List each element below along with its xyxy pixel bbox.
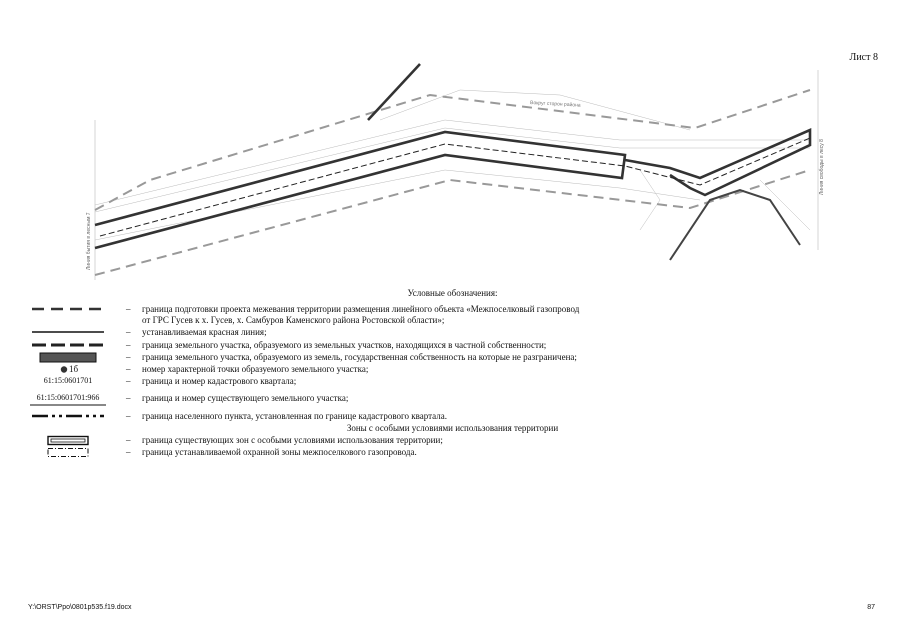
legend-text: граница устанавливаемой охранной зоны межпоселкового газопровода. bbox=[142, 447, 417, 457]
legend-text: граница земельного участка, образуемого из земель, государственная собственность на которые не разграничена; bbox=[142, 352, 577, 362]
point-number-label: 1б bbox=[69, 364, 79, 374]
protection-zone-boundary bbox=[95, 90, 810, 275]
page-number: 87 bbox=[867, 604, 875, 611]
legend-item-1: – граница подготовки проекта межевания территории размещения линейного объекта «Межпоселковый газопровод от ГРС Гусев к х. Гусев, х. Самбуров Каменского района Ростовской области»; bbox=[28, 304, 888, 315]
state-plot-boundary-symbol bbox=[28, 352, 108, 363]
private-plot-boundary-symbol bbox=[28, 340, 108, 351]
red-line bbox=[100, 138, 810, 236]
protection-zone-symbol bbox=[28, 447, 108, 458]
legend-text: номер характерной точки образуемого земельного участка; bbox=[142, 364, 369, 374]
legend-text-cont: от ГРС Гусев к х. Гусев, х. Самбуров Каменского района Ростовской области»; bbox=[142, 315, 445, 325]
sheet-label: Лист 8 bbox=[849, 52, 878, 63]
map-label-top: Вокруг сторон района bbox=[529, 100, 581, 109]
legend-text: граница и номер кадастрового квартала; bbox=[142, 376, 297, 386]
legend-text: граница существующих зон с особыми условиями использования территории; bbox=[142, 435, 443, 445]
existing-plot-label: 61:15:0601701:966 bbox=[36, 393, 100, 402]
legend-item-7: 61:15:0601701:966 – граница и номер существующего земельного участка; bbox=[28, 393, 888, 404]
cadastral-quarter-label: 61:15:0601701 bbox=[43, 376, 93, 385]
legend-item-4: – граница земельного участка, образуемого из земель, государственная собственность на которые не разграничена; bbox=[28, 352, 888, 363]
legend-item-6: 61:15:0601701 – граница и номер кадастрового квартала; bbox=[28, 376, 888, 387]
legend-text: граница и номер существующего земельного участка; bbox=[142, 393, 349, 403]
legend-title: Условные обозначения: bbox=[407, 288, 498, 298]
legend-text: граница земельного участка, образуемого из земельных участков, находящихся в частной собственности; bbox=[142, 340, 547, 350]
legend-item-9: – граница существующих зон с особыми условиями использования территории; bbox=[28, 435, 888, 446]
point-number-symbol bbox=[28, 364, 108, 375]
legend-text: устанавливаемая красная линия; bbox=[142, 327, 267, 337]
legend-item-10: – граница устанавливаемой охранной зоны межпоселкового газопровода. bbox=[28, 447, 888, 458]
existing-plot-symbol bbox=[28, 393, 108, 404]
map-drawing bbox=[0, 0, 905, 280]
legend-text: граница населенного пункта, установленная по границе кадастрового квартала. bbox=[142, 411, 447, 421]
red-line-symbol bbox=[28, 327, 108, 338]
project-boundary-symbol bbox=[28, 304, 108, 315]
settlement-boundary-symbol bbox=[28, 411, 108, 422]
existing-zone-symbol bbox=[28, 435, 108, 446]
land-plot-boundary bbox=[95, 64, 810, 248]
footer-file-path: Y:\ORST\Ppo\0801p535.f19.docx bbox=[28, 604, 132, 611]
legend-text: граница подготовки проекта межевания территории размещения линейного объекта «Межпоселковый газопровод bbox=[142, 304, 580, 314]
map-label-right: Линия свободы в лесу 8 bbox=[819, 139, 825, 195]
cadastral-quarter-symbol bbox=[28, 376, 108, 387]
map-label-left: Линия бытия в лесным 7 bbox=[86, 212, 92, 270]
legend-item-2: – устанавливаемая красная линия; bbox=[28, 327, 888, 338]
legend-item-5: 1б – номер характерной точки образуемого земельного участка; bbox=[28, 364, 888, 375]
zones-heading: Зоны с особыми условиями использования территории bbox=[346, 423, 559, 433]
legend-item-3: – граница земельного участка, образуемого из земельных участков, находящихся в частной собственности; bbox=[28, 340, 888, 351]
legend-item-8: – граница населенного пункта, установленная по границе кадастрового квартала. bbox=[28, 411, 888, 422]
